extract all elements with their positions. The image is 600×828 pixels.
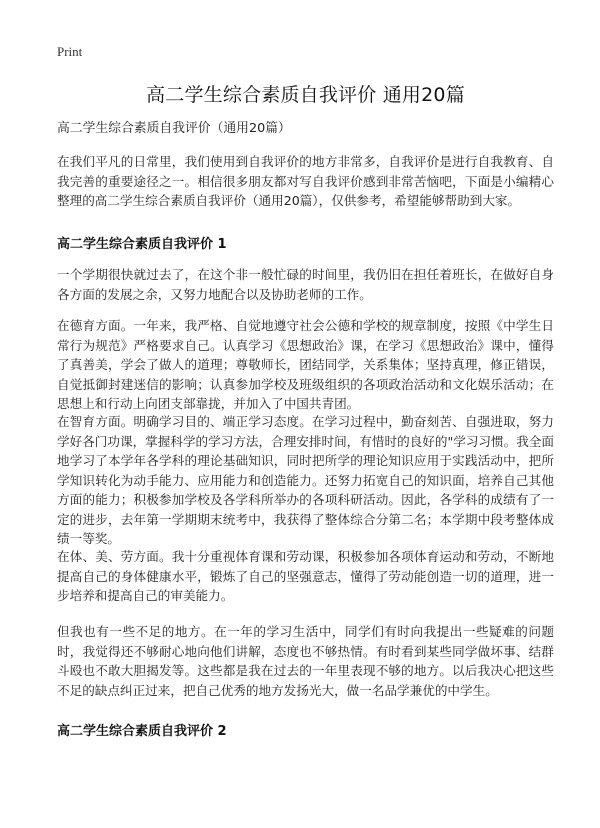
intro-paragraph: 在我们平凡的日常里，我们使用到自我评价的地方非常多，自我评价是进行自我教育、自我完善的重要途径之一。相信很多朋友都对写自我评价感到非常苦恼吧，下面是小编精心整理的高二学生综合素质自我评价（通用20篇），仅供参考，希望能够帮助到大家。 bbox=[57, 154, 554, 208]
page-title: 高二学生综合素质自我评价 通用20篇 bbox=[146, 84, 465, 106]
section-heading-1: 高二学生综合素质自我评价 1 bbox=[57, 237, 227, 252]
section-1-paragraph-5: 但我也有一些不足的地方。在一年的学习生活中，同学们有时向我提出一些疑难的问题时，我觉得还不够耐心地向他们讲解，态度也不够热情。有时看到某些同学做坏事、结群斗殴也不敢大胆揭发等。这些都是我在过去的一年里表现不够的地方。以后我决心把这些不足的缺点纠正过来，把自己优秀的地方发扬光大，做一名品学兼优的中学生。 bbox=[57, 624, 554, 698]
subtitle: 高二学生综合素质自我评价（通用20篇） bbox=[57, 121, 291, 136]
print-link[interactable]: Print bbox=[57, 44, 83, 59]
section-1-paragraph-4: 在体、美、劳方面。我十分重视体育课和劳动课，积极参加各项体育运动和劳动，不断地提高自己的身体健康水平，锻炼了自己的坚强意志，懂得了劳动能创造一切的道理，进一步培养和提高自己的审美能力。 bbox=[57, 549, 554, 603]
section-heading-2: 高二学生综合素质自我评价 2 bbox=[57, 724, 227, 739]
section-1-paragraph-1: 一个学期很快就过去了，在这个非一般忙碌的时间里，我仍旧在担任着班长，在做好自身各方面的发展之余，又努力地配合以及协助老师的工作。 bbox=[57, 267, 554, 302]
section-1-paragraph-3: 在智育方面。明确学习目的、端正学习态度。在学习过程中，勤奋刻苦、自强进取，努力学好各门功课，掌握科学的学习方法，合理安排时间，有惜时的良好的"学习习惯。我全面地学习了本学年各学科的理论基础知识，同时把所学的理论知识应用于实践活动中，把所学知识转化为动手能力、应用能力和创造能力。还努力拓宽自己的知识面，培养自己其他方面的能力；积极参加学校及各学科所举办的各项科研活动。因此，各学科的成绩有了一定的进步，去年第一学期期末统考中，我获得了整体综合分第二名；本学期中段考整体成绩一等奖。 bbox=[57, 414, 554, 546]
section-1-paragraph-2: 在德育方面。一年来，我严格、自觉地遵守社会公德和学校的规章制度，按照《中学生日常行为规范》严格要求自己。认真学习《思想政治》课，在学习《思想政治》课中，懂得了真善美，学会了做人的道理；尊敬师长，团结同学，关系集体；坚持真理，修正错误，自觉抵御封建迷信的影响；认真参加学校及班级组织的各项政治活动和文化娱乐活动；在思想上和行动上向团支部靠拢，并加入了中国共青团。 bbox=[57, 318, 554, 411]
